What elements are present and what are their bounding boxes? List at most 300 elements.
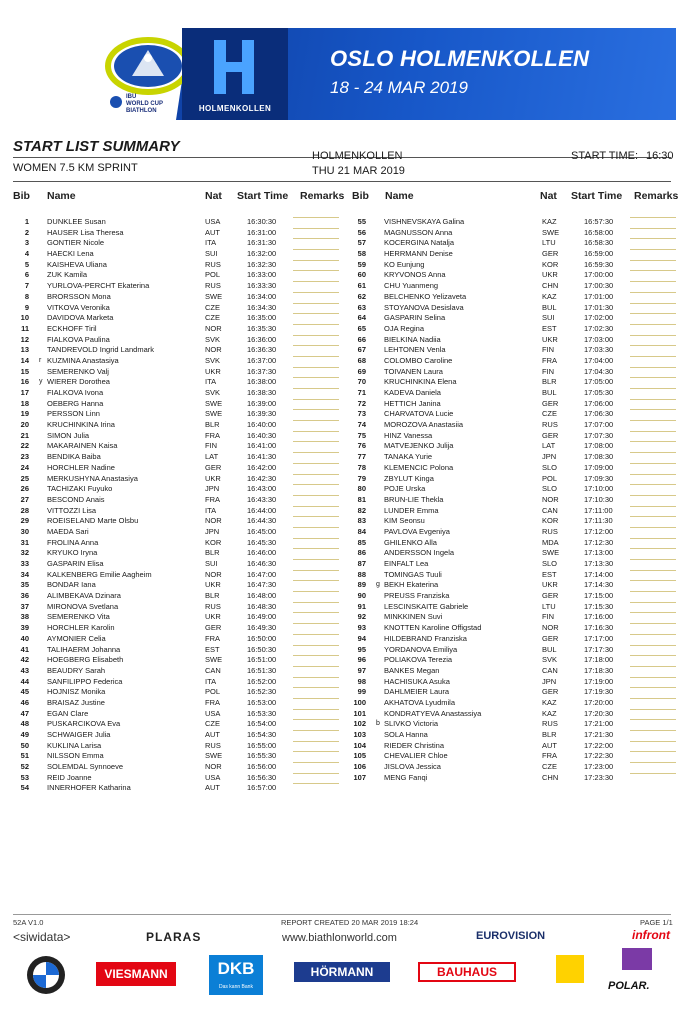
bib-number: 13 (20, 345, 29, 355)
athlete-name: HORCHLER Karolin (47, 623, 115, 633)
remarks-field (293, 367, 339, 368)
start-list-row (350, 762, 680, 773)
start-time: 16:46:00 (247, 548, 277, 558)
start-time: 16:57:30 (584, 217, 614, 226)
nation-code: BLR (542, 730, 557, 739)
start-list-row (13, 484, 343, 495)
bib-number: 89 (357, 580, 366, 590)
nation-code: SWE (542, 227, 560, 237)
start-time: 16:47:30 (247, 580, 277, 590)
bib-number: 51 (20, 751, 29, 761)
nation-code: GER (205, 462, 222, 472)
athlete-name: POJE Urska (384, 484, 426, 494)
athlete-name: FIALKOVA Ivona (47, 388, 104, 397)
bib-number: 70 (357, 377, 366, 387)
remarks-field (293, 548, 339, 549)
athlete-name: BEAUDRY Sarah (47, 665, 106, 675)
start-list-row (13, 741, 343, 752)
start-list-row (13, 409, 343, 420)
start-time: 16:54:00 (247, 719, 277, 729)
athlete-name: EGAN Clare (47, 708, 89, 718)
start-time: 17:18:30 (584, 665, 614, 675)
nation-code: KAZ (542, 291, 557, 301)
start-time: 16:49:30 (247, 623, 277, 633)
start-list-row (350, 687, 680, 698)
start-list-row (13, 463, 343, 474)
start-time: 16:42:30 (247, 473, 277, 483)
start-time: 16:35:30 (247, 323, 277, 333)
remarks-field (293, 495, 339, 496)
start-list-row (13, 474, 343, 485)
race-name: WOMEN 7.5 KM SPRINT (13, 162, 138, 174)
start-time: 16:55:30 (247, 751, 277, 761)
col-head-remarks-2: Remarks (634, 190, 679, 202)
athlete-name: VITTOZZI Lisa (47, 505, 97, 515)
start-list-row (13, 591, 343, 602)
bib-number: 105 (353, 751, 366, 761)
start-time: 16:46:30 (247, 559, 277, 568)
remarks-field (630, 751, 676, 752)
remarks-field (630, 645, 676, 646)
remarks-field (630, 388, 676, 389)
athlete-name: POLIAKOVA Terezia (384, 655, 453, 665)
nation-code: NOR (205, 569, 222, 579)
start-time: 16:37:30 (247, 366, 277, 376)
athlete-name: DAHLMEIER Laura (384, 687, 450, 697)
bib-number: 79 (357, 473, 366, 483)
bmw-logo-icon (26, 955, 66, 995)
remarks-field (630, 602, 676, 603)
bib-number: 24 (20, 462, 29, 472)
bib-number: 66 (357, 334, 366, 344)
athlete-name: TANDREVOLD Ingrid Landmark (47, 345, 154, 355)
remarks-field (293, 260, 339, 261)
athlete-name: BEKH Ekaterina (384, 580, 439, 590)
start-list-row (13, 570, 343, 581)
start-time: 16:56:30 (247, 772, 277, 782)
start-time: 16:48:00 (247, 591, 277, 601)
bib-number: 80 (357, 484, 366, 494)
start-list-row (13, 698, 343, 709)
nation-code: POL (542, 473, 558, 483)
start-list-row (350, 602, 680, 613)
nation-code: SUI (205, 559, 218, 568)
start-time: 16:57:00 (247, 783, 277, 793)
athlete-name: COLOMBO Caroline (384, 355, 453, 365)
bib-number: 2 (24, 227, 29, 237)
nation-code: UKR (542, 270, 558, 280)
remarks-field (293, 452, 339, 453)
dkb-logo-text: DKB (217, 959, 255, 978)
start-list-row (13, 238, 343, 249)
start-time: 16:34:30 (247, 302, 277, 312)
bib-number: 64 (357, 313, 366, 323)
start-time: 16:45:00 (247, 526, 277, 536)
athlete-name: HETTICH Janina (384, 398, 441, 408)
bib-number: 28 (20, 505, 29, 515)
start-list-row (350, 249, 680, 260)
athlete-name: CHARVATOVA Lucie (384, 409, 454, 419)
nation-code: FRA (205, 494, 220, 504)
start-list-row (350, 292, 680, 303)
start-list-row (13, 420, 343, 431)
bib-number: 65 (357, 323, 366, 333)
bib-number: 10 (20, 313, 29, 323)
remarks-field (293, 238, 339, 239)
start-list-row (350, 420, 680, 431)
remarks-field (293, 623, 339, 624)
start-time: 16:35:00 (247, 313, 277, 323)
start-time: 16:50:30 (247, 644, 277, 654)
bib-number: 90 (357, 591, 366, 601)
remarks-field (630, 335, 676, 336)
start-time: 16:39:00 (247, 398, 277, 408)
remarks-field (293, 377, 339, 378)
bib-number: 97 (357, 665, 366, 675)
report-created: REPORT CREATED 20 MAR 2019 18:24 (281, 918, 419, 927)
start-list-row (350, 335, 680, 346)
athlete-name: NILSSON Emma (47, 751, 104, 761)
bib-number: 11 (21, 323, 29, 333)
bib-number: 83 (357, 516, 366, 526)
nation-code: CHN (542, 281, 559, 291)
athlete-name: GASPARIN Elisa (47, 559, 104, 568)
nation-code: BUL (542, 644, 557, 654)
plarus-logo: PLARAS (146, 930, 202, 944)
athlete-name: ANDERSSON Ingela (384, 548, 455, 558)
bib-number: 33 (20, 559, 29, 568)
bib-number: 16 (20, 377, 29, 387)
nation-code: FIN (542, 366, 555, 376)
start-time: 17:01:30 (584, 302, 614, 312)
athlete-name: ROEISELAND Marte Olsbu (47, 516, 139, 526)
bib-number: 68 (357, 355, 366, 365)
nation-code: SWE (205, 409, 223, 419)
start-time: 17:00:30 (584, 281, 614, 291)
bib-number: 49 (20, 730, 29, 739)
athlete-name: BRUN-LIE Thekla (384, 494, 444, 504)
bib-number: 31 (20, 537, 29, 547)
holmenkollen-logo (182, 28, 288, 120)
col-head-nat: Nat (205, 190, 222, 202)
siwidata-logo: <siwidata> (13, 930, 71, 944)
nation-code: EST (542, 323, 557, 333)
start-list-row (350, 548, 680, 559)
start-time: 17:15:30 (584, 601, 614, 611)
nation-code: NOR (205, 345, 222, 355)
nation-code: NOR (205, 516, 222, 526)
start-time: 16:59:30 (584, 259, 614, 269)
nation-code: SWE (205, 291, 223, 301)
start-time: 16:33:30 (247, 281, 277, 291)
start-list-row (13, 388, 343, 399)
start-list-row (350, 773, 680, 784)
nation-code: FIN (205, 441, 218, 451)
bib-number: 8 (24, 291, 29, 301)
remarks-field (293, 591, 339, 592)
nation-code: BLR (205, 591, 220, 601)
remarks-field (293, 634, 339, 635)
start-time: 17:03:30 (584, 345, 614, 355)
bib-number: 1 (24, 217, 29, 226)
nation-code: SLO (542, 462, 558, 472)
start-time: 17:18:00 (584, 655, 614, 665)
bib-number: 25 (20, 473, 29, 483)
remarks-field (630, 474, 676, 475)
nation-code: UKR (542, 334, 558, 344)
nation-code: FIN (542, 345, 555, 355)
athlete-name: PAVLOVA Evgeniya (384, 526, 450, 536)
start-list-row (350, 580, 680, 591)
start-time: 17:11:00 (584, 505, 613, 515)
bib-number: 20 (20, 420, 29, 430)
bib-number: 9 (24, 302, 29, 312)
athlete-name: REID Joanne (47, 772, 92, 782)
start-time: 17:14:30 (584, 580, 614, 590)
col-head-name-2: Name (385, 190, 414, 202)
remarks-field (293, 516, 339, 517)
start-list-row (13, 719, 343, 730)
athlete-name: TOIVANEN Laura (384, 366, 443, 376)
remarks-field (630, 634, 676, 635)
bib-flag: b (376, 720, 380, 728)
start-time: 16:51:30 (247, 665, 277, 675)
remarks-field (293, 228, 339, 229)
start-list-row (13, 516, 343, 527)
nation-code: BUL (542, 388, 557, 397)
athlete-name: DAVIDOVA Marketa (47, 313, 114, 323)
start-time: 17:16:00 (584, 612, 614, 622)
nation-code: JPN (205, 484, 220, 494)
nation-code: RUS (542, 719, 558, 729)
athlete-name: WIERER Dorothea (47, 377, 110, 387)
bib-number: 74 (357, 420, 366, 430)
athlete-name: SEMERENKO Vita (47, 612, 110, 622)
dkb-logo (209, 955, 263, 995)
start-time: 16:59:00 (584, 249, 614, 259)
start-list-row (350, 399, 680, 410)
athlete-name: KADEVA Daniela (384, 388, 441, 397)
bib-number: 14 (20, 355, 29, 365)
remarks-field (630, 463, 676, 464)
bib-number: 69 (357, 366, 366, 376)
bib-number: 46 (20, 697, 29, 707)
bib-number: 76 (357, 441, 366, 451)
start-list-row (350, 345, 680, 356)
nation-code: NOR (205, 323, 222, 333)
start-list-row (350, 356, 680, 367)
athlete-name: HACHISUKA Asuka (384, 676, 450, 686)
start-time: 17:12:30 (584, 537, 614, 547)
remarks-field (293, 324, 339, 325)
nation-code: SVK (542, 655, 558, 665)
remarks-field (293, 570, 339, 571)
athlete-name: LUNDER Emma (384, 505, 439, 515)
nation-code: CZE (205, 313, 220, 323)
bib-number: 12 (20, 334, 29, 344)
start-list-row (13, 345, 343, 356)
start-list-row (350, 313, 680, 324)
athlete-name: LESCINSKAITE Gabriele (384, 601, 469, 611)
eurovision-logo: EUROVISION (476, 930, 546, 942)
nation-code: CZE (542, 409, 557, 419)
remarks-field (630, 249, 676, 250)
bib-number: 48 (20, 719, 29, 729)
start-time: 17:17:30 (584, 644, 614, 654)
start-list-row (13, 559, 343, 570)
athlete-name: HOJNISZ Monika (47, 687, 106, 697)
nation-code: UKR (205, 580, 221, 590)
start-time: 17:13:00 (584, 548, 614, 558)
start-list-row (350, 719, 680, 730)
remarks-field (630, 399, 676, 400)
start-time: 16:41:30 (247, 452, 277, 462)
wc-logo-line-3: BIATHLON (126, 108, 157, 114)
nation-code: LAT (542, 441, 556, 451)
wc-logo-line-1: IBU (126, 94, 137, 100)
remarks-field (630, 559, 676, 560)
remarks-field (630, 730, 676, 731)
start-time: 16:41:00 (247, 441, 277, 451)
remarks-field (293, 645, 339, 646)
col-head-bib-2: Bib (352, 190, 369, 202)
athlete-name: GASPARIN Selina (384, 313, 446, 323)
start-time-label: START TIME: (571, 150, 639, 162)
start-list-row (13, 260, 343, 271)
start-list-right (350, 217, 680, 783)
start-time: 16:34:00 (247, 291, 277, 301)
start-time-value: 16:30 (646, 150, 674, 162)
bib-number: 15 (20, 366, 29, 376)
race-date: THU 21 MAR 2019 (312, 165, 405, 177)
start-list-row (350, 388, 680, 399)
nation-code: USA (205, 217, 221, 226)
remarks-field (293, 698, 339, 699)
remarks-field (630, 655, 676, 656)
start-time: 17:07:00 (584, 420, 614, 430)
bib-number: 7 (24, 281, 29, 291)
bib-number: 35 (20, 580, 29, 590)
nation-code: SVK (205, 388, 221, 397)
nation-code: RUS (205, 740, 221, 750)
biathlonworld-link[interactable]: www.biathlonworld.com (282, 932, 397, 944)
bib-number: 50 (20, 740, 29, 750)
remarks-field (630, 495, 676, 496)
bib-flag: r (39, 356, 42, 364)
bib-number: 17 (20, 388, 29, 397)
athlete-name: YORDANOVA Emiliya (384, 644, 458, 654)
remarks-field (630, 612, 676, 613)
remarks-field (630, 666, 676, 667)
remarks-field (293, 463, 339, 464)
athlete-name: CHU Yuanmeng (384, 281, 439, 291)
start-time: 16:39:30 (247, 409, 277, 419)
start-list-row (350, 452, 680, 463)
auto-partner-logo-icon (556, 955, 584, 983)
nation-code: AUT (542, 740, 557, 750)
wc-logo-line-2: WORLD CUP (126, 101, 163, 107)
remarks-field (630, 687, 676, 688)
start-list-row (350, 377, 680, 388)
start-list-row (350, 645, 680, 656)
nation-code: KOR (205, 537, 222, 547)
start-list-row (13, 612, 343, 623)
nation-code: SWE (205, 655, 223, 665)
start-time: 16:50:00 (247, 633, 277, 643)
bib-number: 45 (20, 687, 29, 697)
holmenkollen-h-mark-icon (208, 36, 260, 98)
bib-number: 41 (20, 644, 29, 654)
athlete-name: KLEMENCIC Polona (384, 462, 454, 472)
nation-code: RUS (205, 601, 221, 611)
athlete-name: BELCHENKO Yelizaveta (384, 291, 467, 301)
viessmann-logo: VIESMANN (96, 962, 176, 986)
bib-number: 93 (357, 623, 366, 633)
start-list-row (13, 655, 343, 666)
athlete-name: HOEGBERG Elisabeth (47, 655, 124, 665)
bib-number: 59 (357, 259, 366, 269)
start-time: 17:05:00 (584, 377, 614, 387)
start-time: 17:07:30 (584, 430, 614, 440)
start-time: 16:52:00 (247, 676, 277, 686)
bib-number: 19 (20, 409, 29, 419)
nation-code: RUS (205, 259, 221, 269)
start-list-row (13, 441, 343, 452)
remarks-field (293, 313, 339, 314)
remarks-field (293, 580, 339, 581)
start-time: 16:38:00 (247, 377, 277, 387)
remarks-field (293, 762, 339, 763)
partner-badge-logo-icon (622, 948, 652, 970)
bib-number: 62 (357, 291, 366, 301)
remarks-field (630, 698, 676, 699)
remarks-field (630, 441, 676, 442)
nation-code: GER (542, 633, 559, 643)
start-list-row (350, 570, 680, 581)
nation-code: RUS (542, 420, 558, 430)
start-list-row (350, 730, 680, 741)
nation-code: ITA (205, 676, 217, 686)
nation-code: JPN (542, 676, 557, 686)
start-time: 17:06:00 (584, 398, 614, 408)
remarks-field (293, 399, 339, 400)
athlete-name: BESCOND Anais (47, 494, 105, 504)
start-time: 16:53:30 (247, 708, 277, 718)
nation-code: NOR (542, 623, 559, 633)
start-list-row (13, 687, 343, 698)
athlete-name: STOYANOVA Desislava (384, 302, 464, 312)
nation-code: BUL (542, 302, 557, 312)
start-list-row (350, 559, 680, 570)
remarks-field (293, 420, 339, 421)
remarks-field (293, 506, 339, 507)
remarks-field (293, 655, 339, 656)
start-list-row (350, 709, 680, 720)
nation-code: POL (205, 270, 221, 280)
athlete-name: CHEVALIER Chloe (384, 751, 448, 761)
remarks-field (293, 409, 339, 410)
athlete-name: SOLEMDAL Synnoeve (47, 762, 124, 772)
bib-number: 44 (20, 676, 29, 686)
nation-code: NOR (205, 762, 222, 772)
athlete-name: TACHIZAKI Fuyuko (47, 484, 113, 494)
athlete-name: HORCHLER Nadine (47, 462, 115, 472)
bib-number: 42 (20, 655, 29, 665)
remarks-field (630, 591, 676, 592)
remarks-field (630, 228, 676, 229)
athlete-name: ECKHOFF Tiril (47, 323, 97, 333)
nation-code: SLO (542, 484, 558, 494)
